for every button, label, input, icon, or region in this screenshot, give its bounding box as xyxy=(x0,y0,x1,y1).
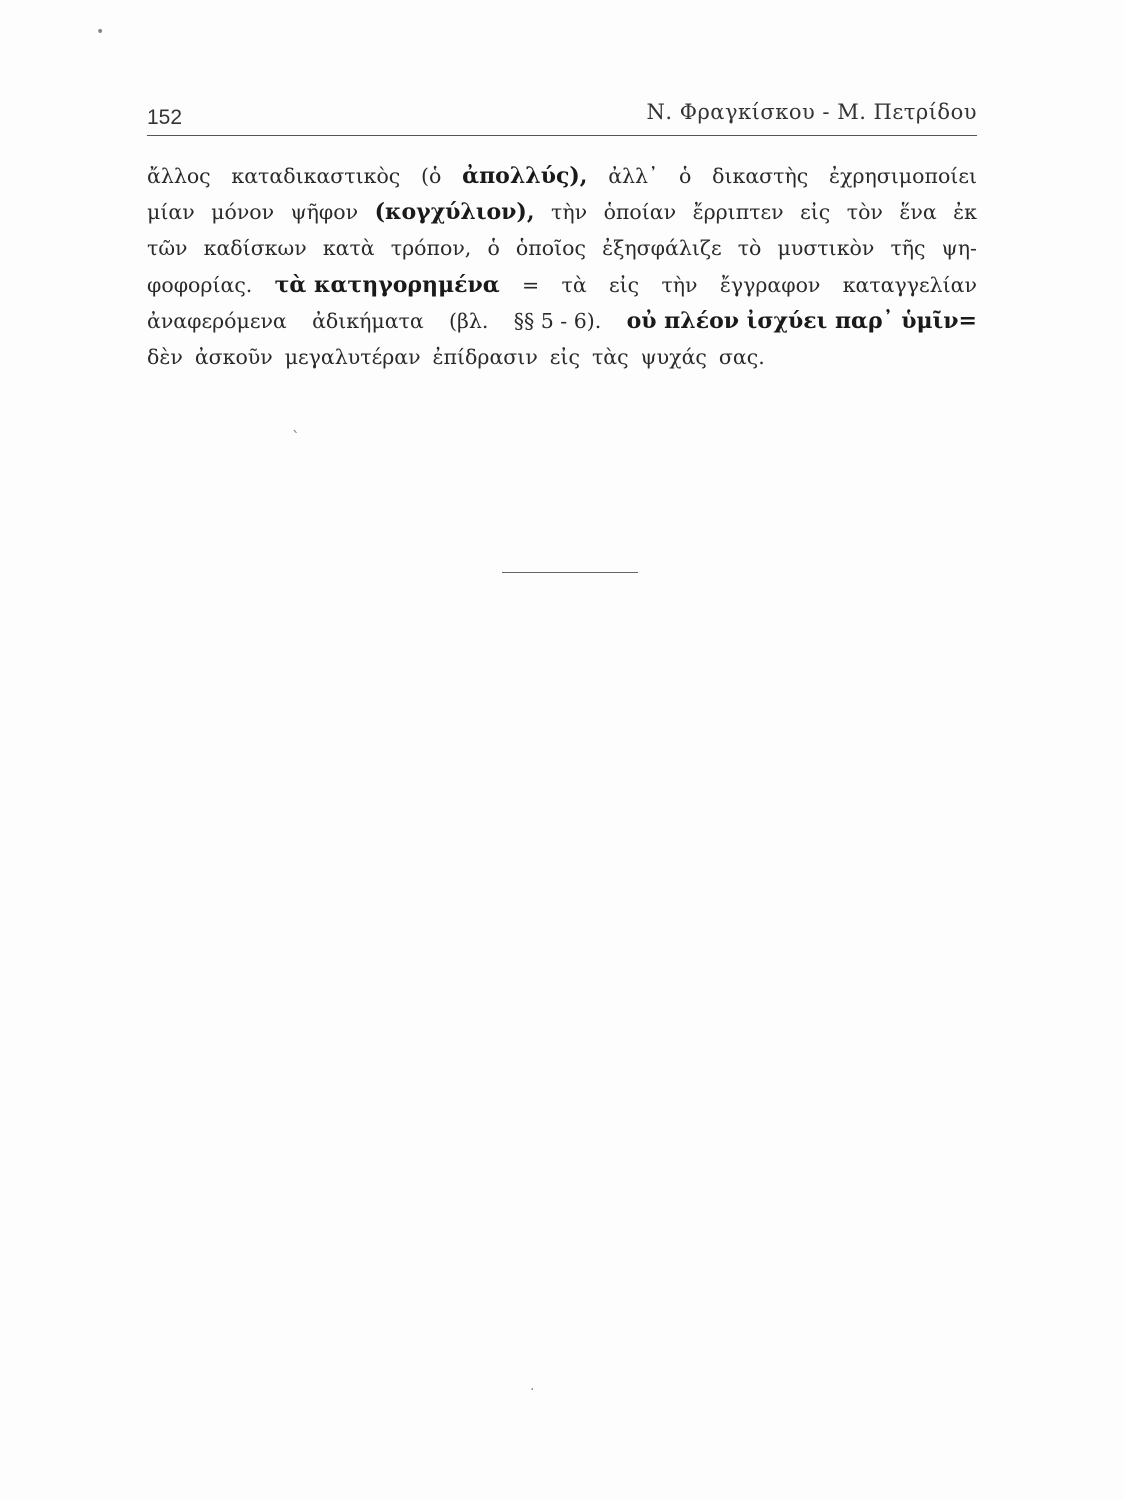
text-word: ὁ xyxy=(679,164,692,188)
scan-speck: · xyxy=(530,1382,535,1398)
text-word: μεγαλυτέραν xyxy=(284,344,421,369)
page-header xyxy=(147,96,977,136)
text-word: ἐξησφάλιζε xyxy=(602,236,722,261)
text-word: ἔγγραφον xyxy=(719,272,821,297)
text-word: σας. xyxy=(718,344,765,369)
text-word: δικαστὴς xyxy=(712,164,809,188)
text-word: μυστικὸν xyxy=(777,236,875,261)
text-word: ὁποίαν xyxy=(603,200,677,225)
body-paragraph xyxy=(147,158,977,375)
text-word: (ὁ xyxy=(421,164,442,188)
running-head: Ν. Φραγκίσκου - Μ. Πετρίδου xyxy=(646,100,977,124)
text-word: ἀδικήματα xyxy=(312,308,424,333)
text-word: §§ 5 - 6). xyxy=(513,308,602,333)
text-word: ἐπίδρασιν xyxy=(432,344,538,369)
text-word: (βλ. xyxy=(449,308,489,333)
text-word: τὸ xyxy=(737,236,762,261)
text-word: ἐχρησιμοποίει xyxy=(829,164,977,188)
text-word: εἰς xyxy=(549,344,580,369)
text-word: ψῆφον xyxy=(290,200,359,225)
text-word: τῶν xyxy=(147,236,188,261)
text-word: μόνον xyxy=(211,200,275,225)
text-word: ὁ xyxy=(487,236,500,261)
text-word: τρόπον, xyxy=(390,236,472,261)
text-word: καδίσκων xyxy=(203,236,307,261)
scan-speck: • xyxy=(96,24,105,40)
text-word: τῆς xyxy=(890,236,926,261)
section-divider xyxy=(502,572,638,573)
text-word: εἰς xyxy=(800,200,831,225)
text-line xyxy=(147,230,977,266)
page-number: 152 xyxy=(147,106,183,129)
text-word: ἀλλ᾽ xyxy=(608,164,659,188)
text-word: τὰ xyxy=(561,272,587,297)
bold-term: ἀπολλύς), xyxy=(462,163,588,189)
text-line xyxy=(147,339,977,375)
text-word: δὲν xyxy=(147,344,183,369)
text-word: ψυχάς xyxy=(640,344,707,369)
text-word: ὁποῖος xyxy=(515,236,586,261)
text-word: κατὰ xyxy=(322,236,375,261)
text-word: τὴν xyxy=(661,272,698,297)
header-rule xyxy=(147,135,977,136)
text-line xyxy=(147,158,977,194)
text-word: μίαν xyxy=(147,200,195,225)
text-word: φοφορίας. xyxy=(147,272,253,297)
text-line xyxy=(147,194,977,230)
text-line xyxy=(147,303,977,339)
text-word: καταγγελίαν xyxy=(842,272,977,297)
text-word: τὴν xyxy=(551,200,588,225)
bold-term: οὐ πλέον ἰσχύει παρ᾽ ὑμῖν= xyxy=(626,307,977,334)
text-word: ἀναφερόμενα xyxy=(147,308,287,333)
bold-term: τὰ κατηγορημένα xyxy=(274,271,500,298)
text-word: ἕνα xyxy=(899,200,937,225)
text-word: τὸν xyxy=(846,200,883,225)
text-word: ἔρριπτεν xyxy=(692,200,784,225)
text-word: ἄλλος xyxy=(147,164,211,188)
text-word: ἀσκοῦν xyxy=(194,344,273,369)
text-word: καταδικαστικὸς xyxy=(231,164,401,188)
text-word: εἰς xyxy=(609,272,640,297)
text-line xyxy=(147,267,977,303)
text-word: ψη- xyxy=(941,236,977,261)
scan-speck: ˋ xyxy=(292,428,300,447)
text-word: τὰς xyxy=(591,344,629,369)
text-word: = xyxy=(522,272,540,297)
bold-term: (κογχύλιον), xyxy=(374,199,535,226)
text-word: ἐκ xyxy=(953,200,977,225)
